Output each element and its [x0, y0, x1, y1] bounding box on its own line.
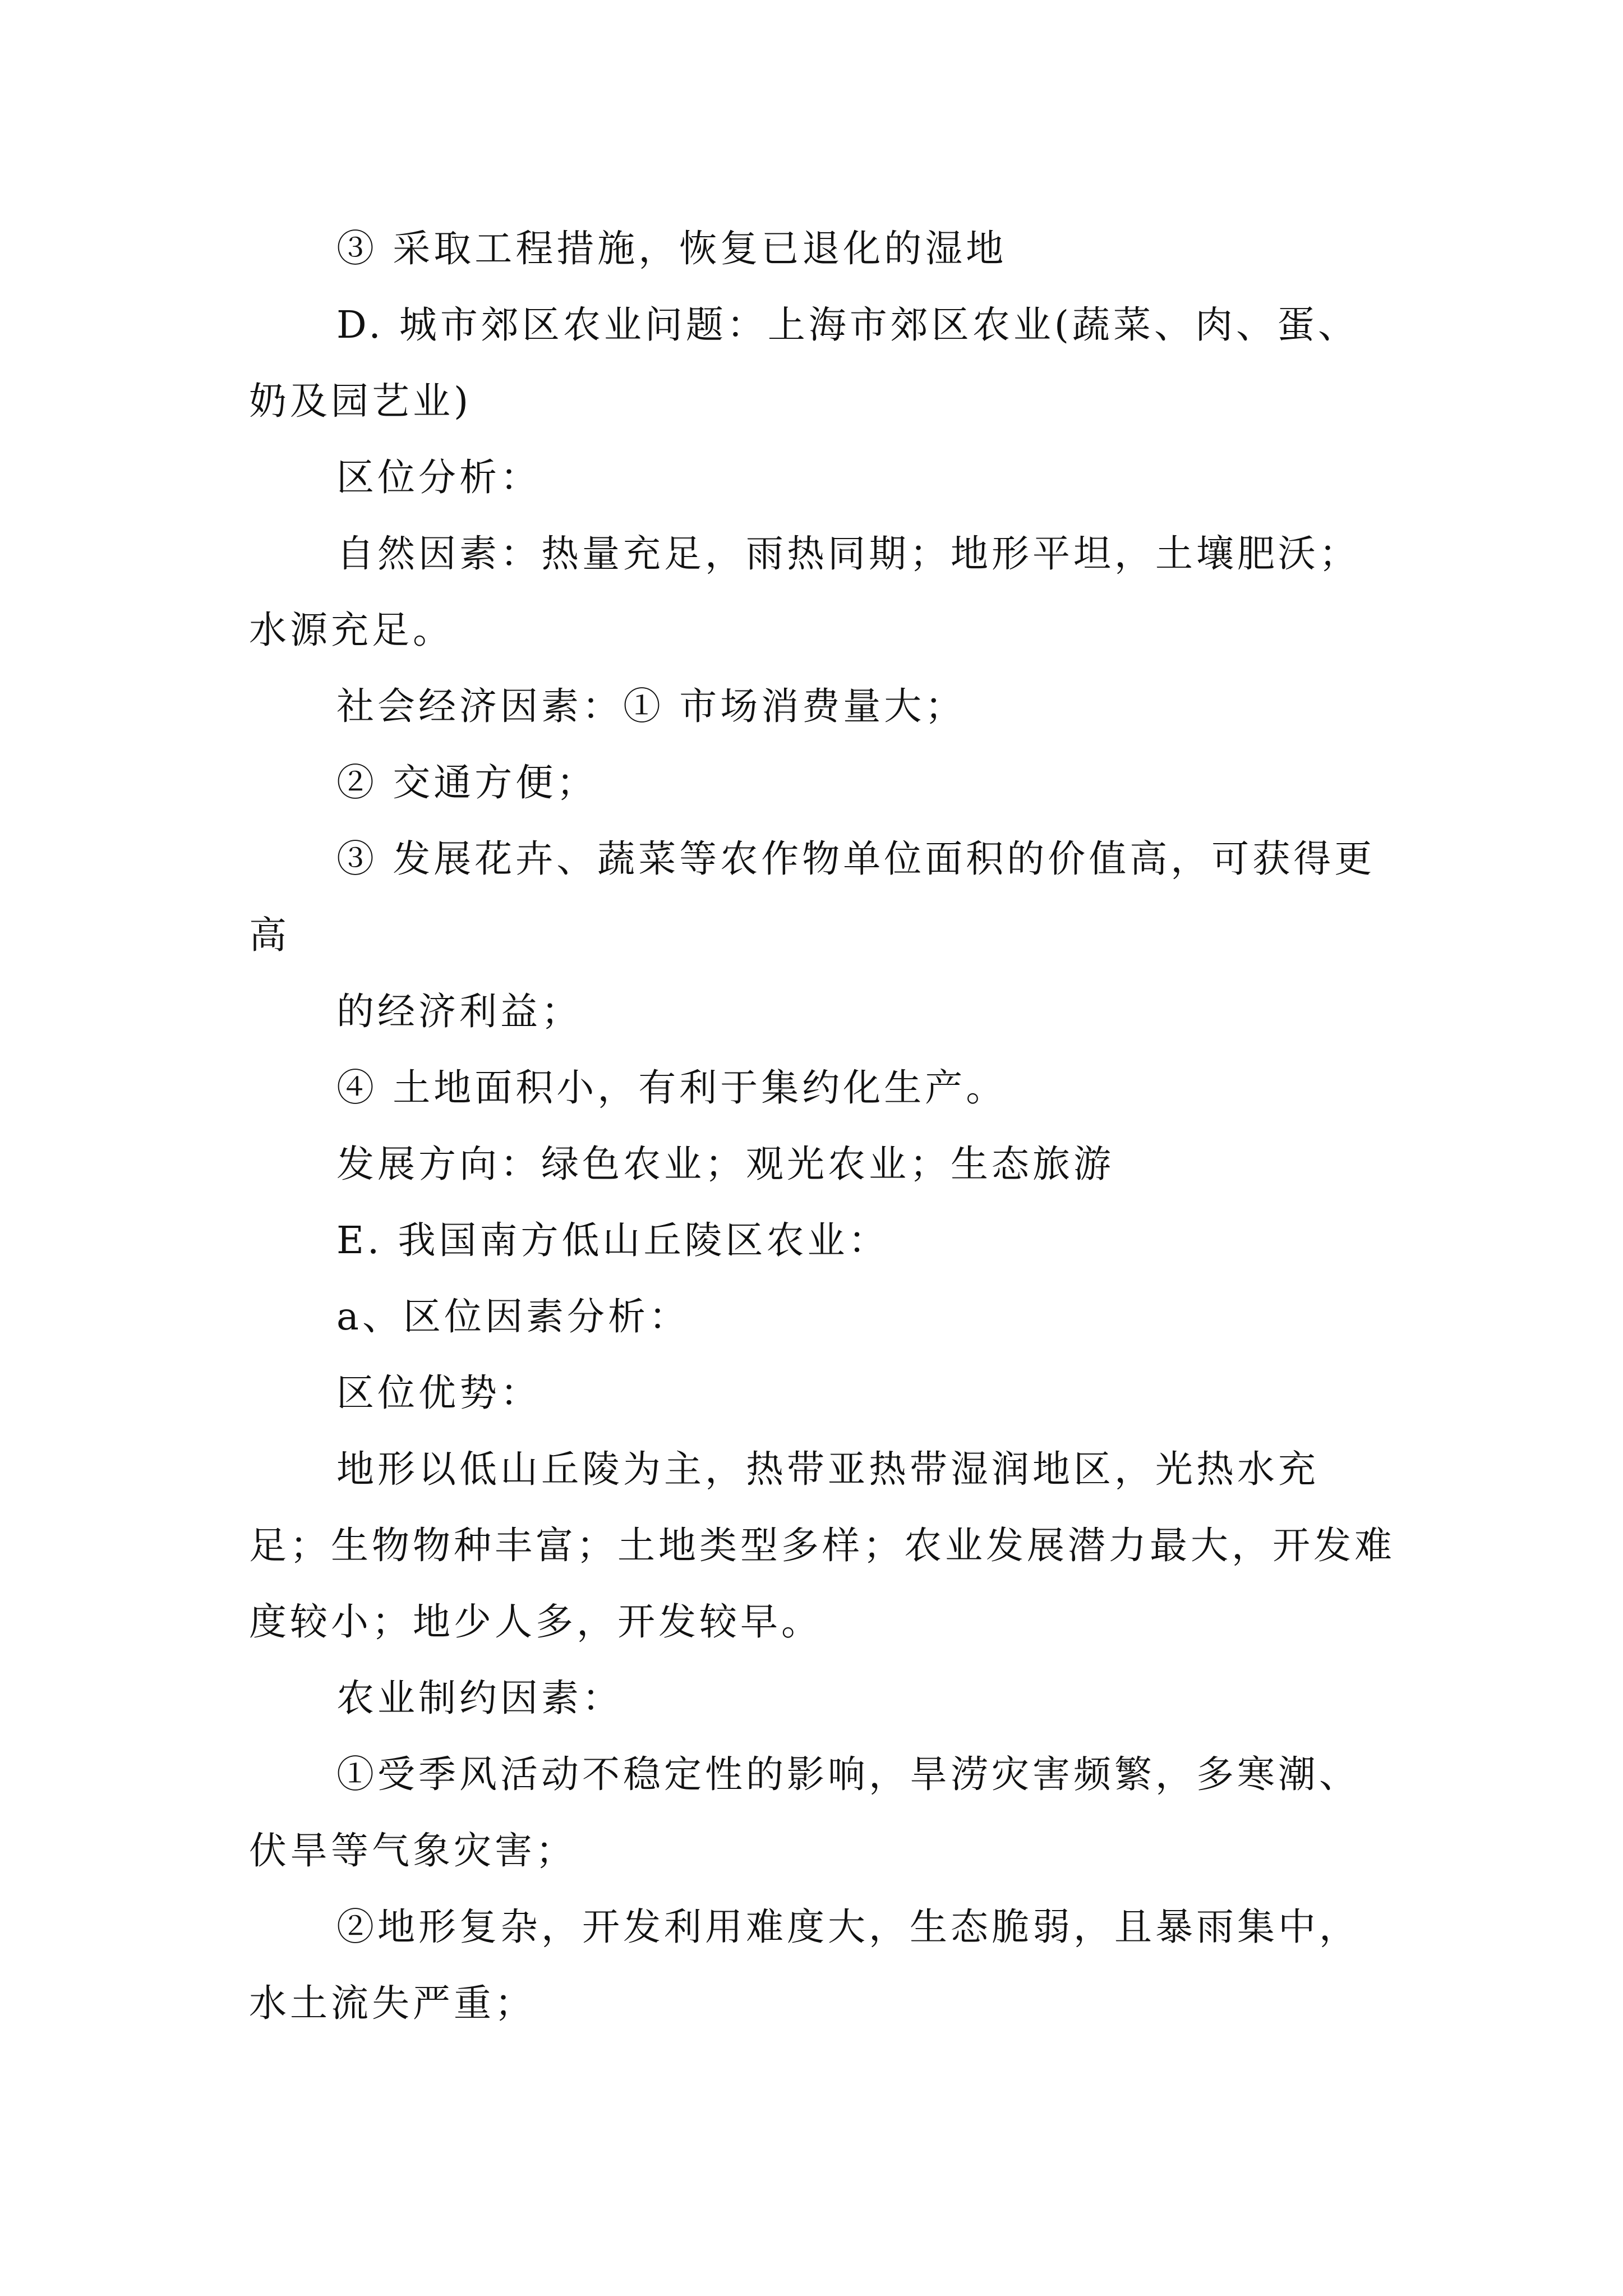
paragraph-southern-hill-agriculture: E. 我国南方低山丘陵区农业：	[336, 1218, 889, 1262]
document-body	[249, 210, 1399, 2041]
paragraph-monsoon-disasters: ①受季风活动不稳定性的影响，旱涝灾害频繁，多寒潮、伏旱等气象灾害；	[249, 1752, 1360, 1872]
paragraph-transport: ② 交通方便；	[336, 761, 598, 804]
paragraph-development-direction: 发展方向：绿色农业；观光农业；生态旅游	[336, 1142, 1114, 1186]
paragraph-intensive-production: ④ 土地面积小，有利于集约化生产。	[336, 1066, 1007, 1110]
paragraph-natural-factors: 自然因素：热量充足，雨热同期；地形平坦，土壤肥沃；水源充足。	[249, 532, 1360, 652]
paragraph-suburban-agriculture-heading: D. 城市郊区农业问题：上海市郊区农业(蔬菜、肉、蛋、奶及园艺业)	[249, 303, 1359, 423]
paragraph-economic-benefit: 的经济利益；	[336, 990, 582, 1033]
paragraph-terrain-climate-advantages: 地形以低山丘陵为主，热带亚热带湿润地区，光热水充足；生物物种丰富；土地类型多样；农业发展潜力最大，开发难度较小；地少人多，开发较早。	[249, 1447, 1395, 1644]
paragraph-agricultural-constraints: 农业制约因素：	[336, 1676, 623, 1720]
paragraph-location-factor-analysis: a、区位因素分析：	[336, 1295, 690, 1338]
paragraph-social-economic-factors: 社会经济因素：① 市场消费量大；	[336, 684, 966, 728]
paragraph-location-analysis: 区位分析：	[336, 455, 541, 499]
paragraph-wetland-engineering: ③ 采取工程措施，恢复已退化的湿地	[336, 227, 1007, 270]
paragraph-terrain-erosion: ②地形复杂，开发利用难度大，生态脆弱，且暴雨集中，水土流失严重；	[249, 1905, 1360, 2025]
paragraph-high-value-crops: ③ 发展花卉、蔬菜等农作物单位面积的价值高，可获得更高	[249, 837, 1376, 957]
paragraph-location-advantages: 区位优势：	[336, 1371, 541, 1415]
